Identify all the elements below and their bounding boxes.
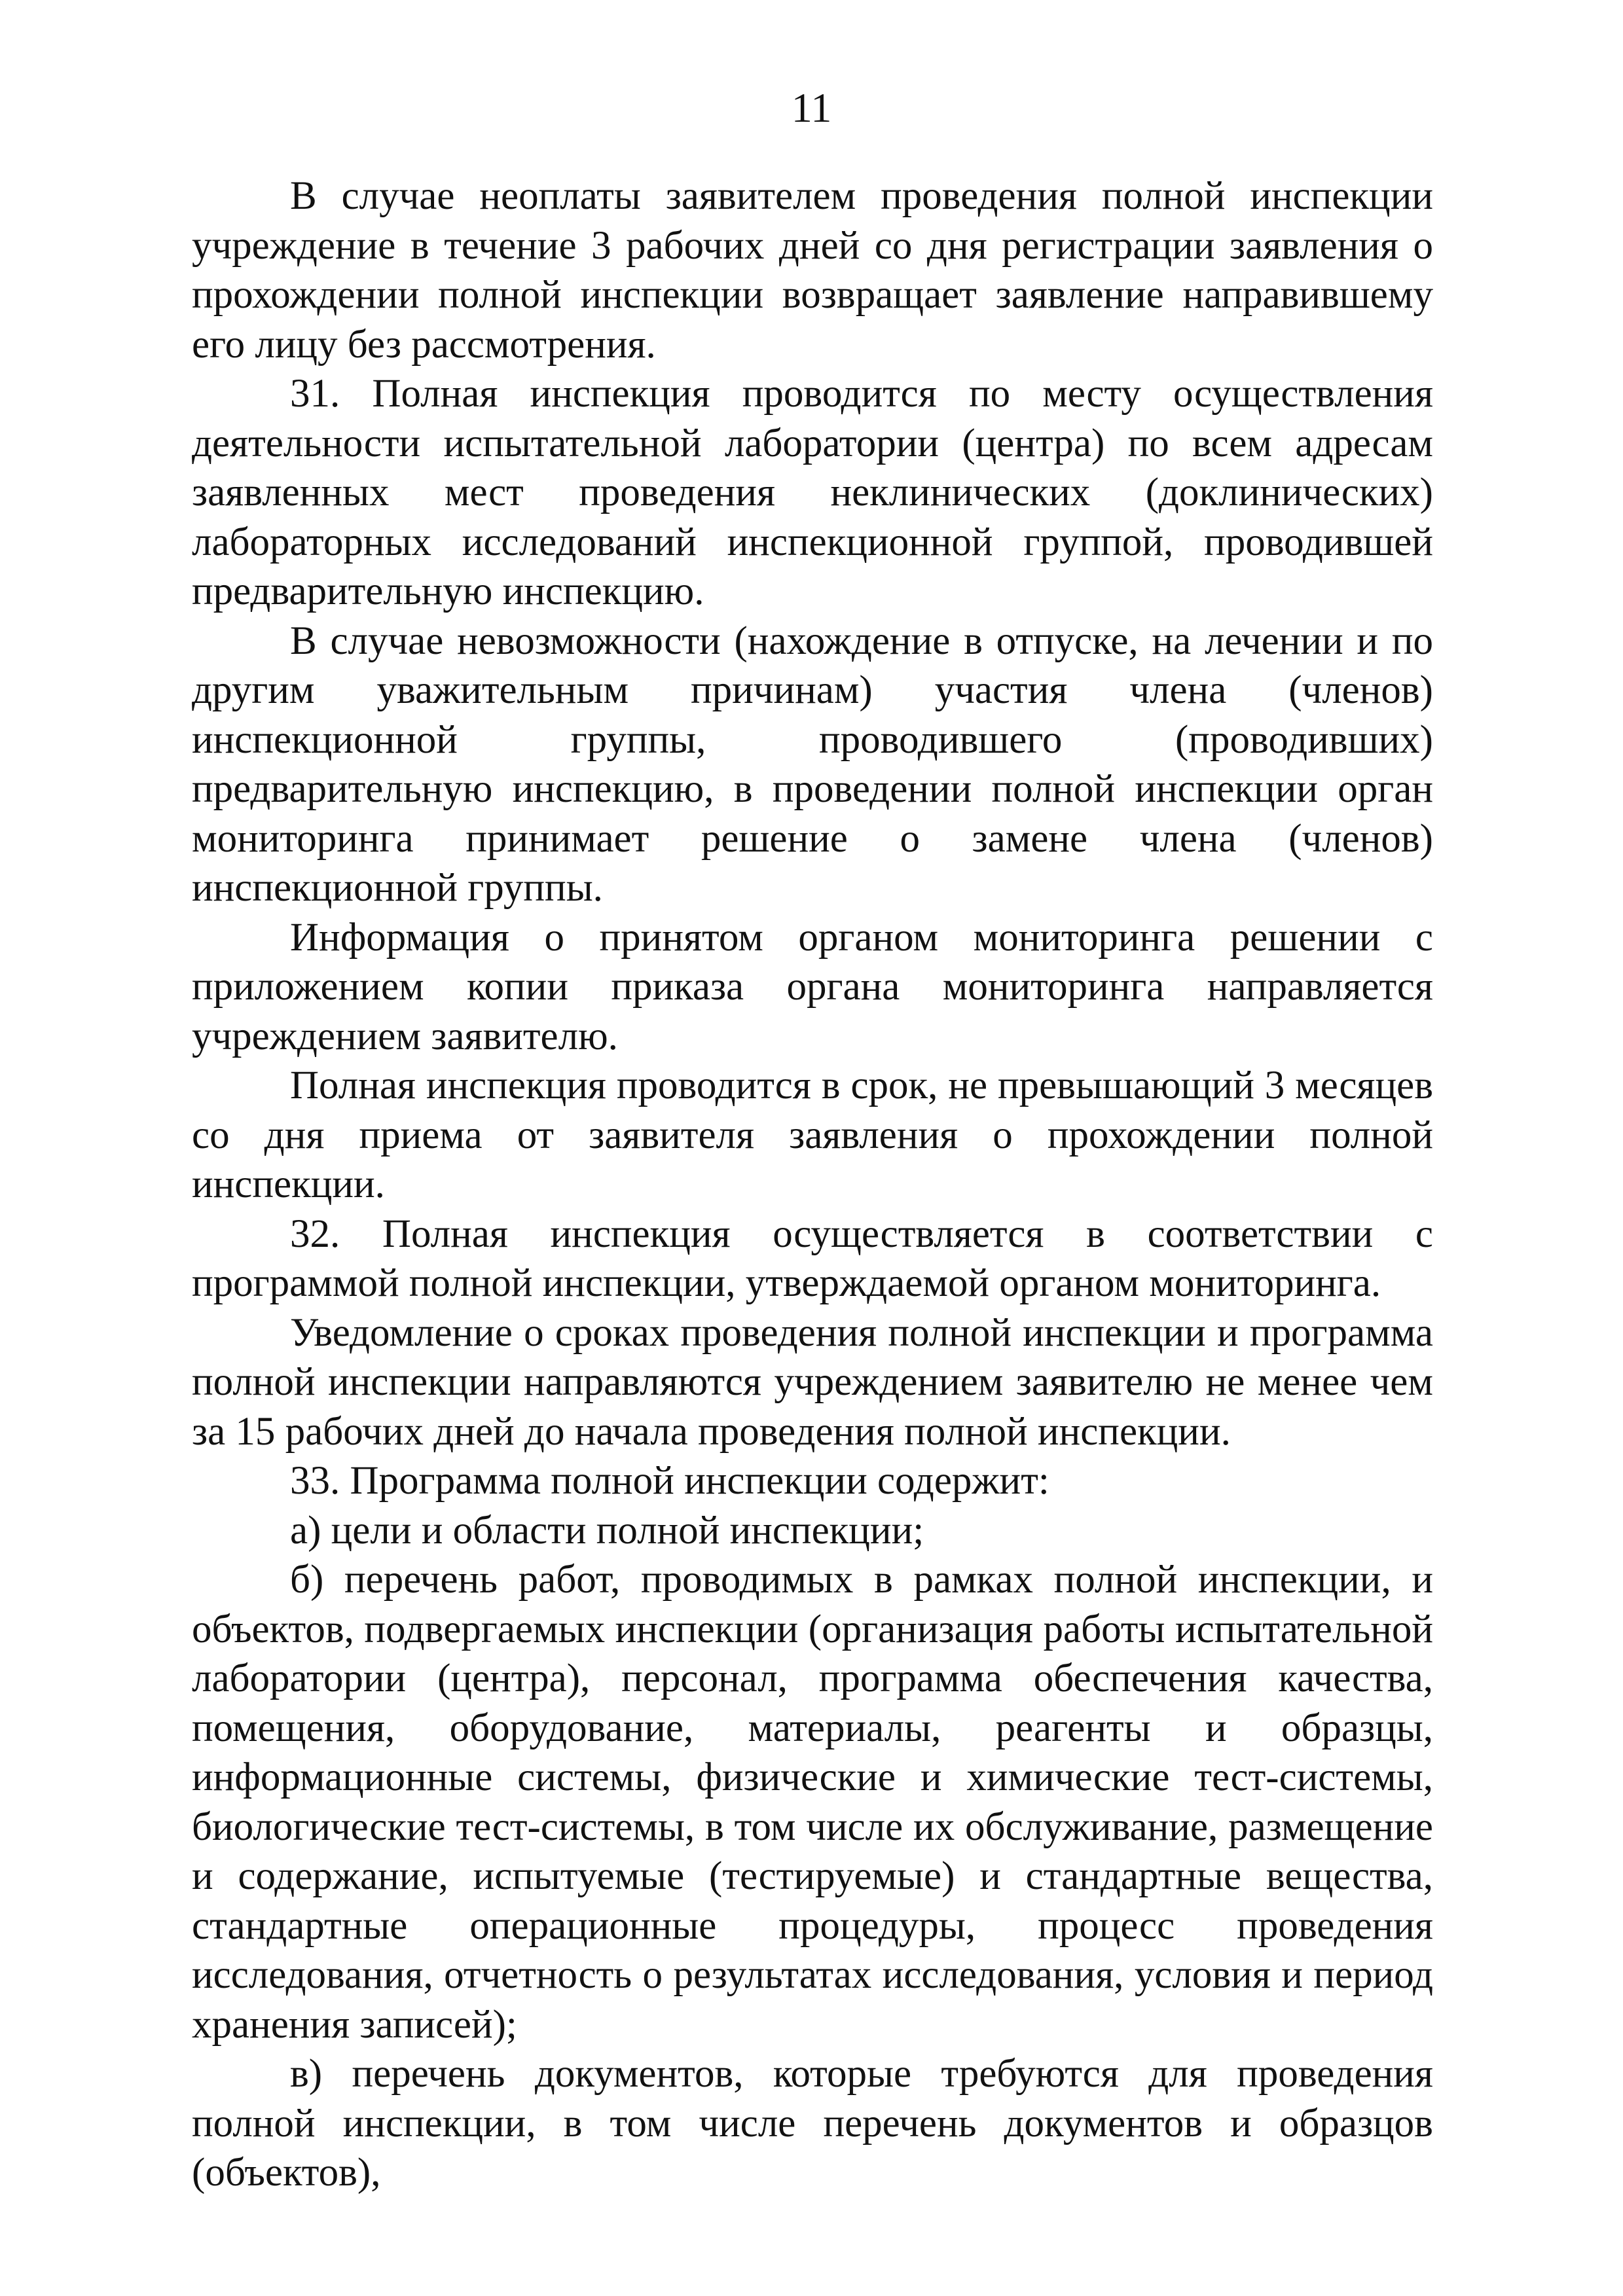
paragraph-notification: Уведомление о сроках проведения полной инспекции и программа полной инспекции направляются учреждением заявителю не менее чем за 15 рабочих дней до начала проведения полной инспекции.: [192, 1310, 1433, 1454]
document-body: [192, 171, 1433, 2198]
paragraph-32-program: 32. Полная инспекция осуществляется в соответствии с программой полной инспекции, утверждаемой органом мониторинга.: [192, 1211, 1433, 1305]
list-item-a: а) цели и области полной инспекции;: [290, 1508, 924, 1552]
paragraph-nonpayment: В случае неоплаты заявителем проведения полной инспекции учреждение в течение 3 рабочих дней со дня регистрации заявления о прохождении полной инспекции возвращает заявление направившему его лицу без рассмотрения.: [192, 174, 1433, 367]
paragraph-33-program-contents: 33. Программа полной инспекции содержит:: [290, 1459, 1049, 1503]
paragraph-decision-information: Информация о принятом органом мониторинга решении с приложением копии приказа органа мониторинга направляется учреждением заявителю.: [192, 915, 1433, 1058]
paragraph-inspection-term: Полная инспекция проводится в срок, не превышающий 3 месяцев со дня приема от заявителя заявления о прохождении полной инспекции.: [192, 1064, 1433, 1206]
paragraph-31-full-inspection-location: 31. Полная инспекция проводится по месту осуществления деятельности испытательной лаборатории (центра) по всем адресам заявленных мест проведения неклинических (доклинических) лабораторных исследований инспекционной группой, проводившей предварительную инспекцию.: [192, 372, 1433, 613]
paragraph-member-replacement: В случае невозможности (нахождение в отпуске, на лечении и по другим уважительным причинам) участия члена (членов) инспекционной группы, проводившего (проводивших) предварительную инспекцию, в проведении полной инспекции орган мониторинга принимает решение о замене члена (членов) инспекционной группы.: [192, 619, 1433, 910]
list-item-v: в) перечень документов, которые требуются для проведения полной инспекции, в том числе перечень документов и образцов (объектов),: [192, 2052, 1433, 2195]
page-number: 11: [791, 84, 832, 131]
list-item-b: б) перечень работ, проводимых в рамках полной инспекции, и объектов, подвергаемых инспекции (организация работы испытательной лаборатории (центра), персонал, программа обеспечения качества, помещения, оборудование, материалы, реагенты и образцы, информационные системы, физические и химические тест-системы, биологические тест-системы, в том числе их обслуживание, размещение и содержание, испытуемые (тестируемые) и стандартные вещества, стандартные операционные процедуры, процесс проведения исследования, отчетность о результатах исследования, условия и период хранения записей);: [192, 1558, 1433, 2047]
